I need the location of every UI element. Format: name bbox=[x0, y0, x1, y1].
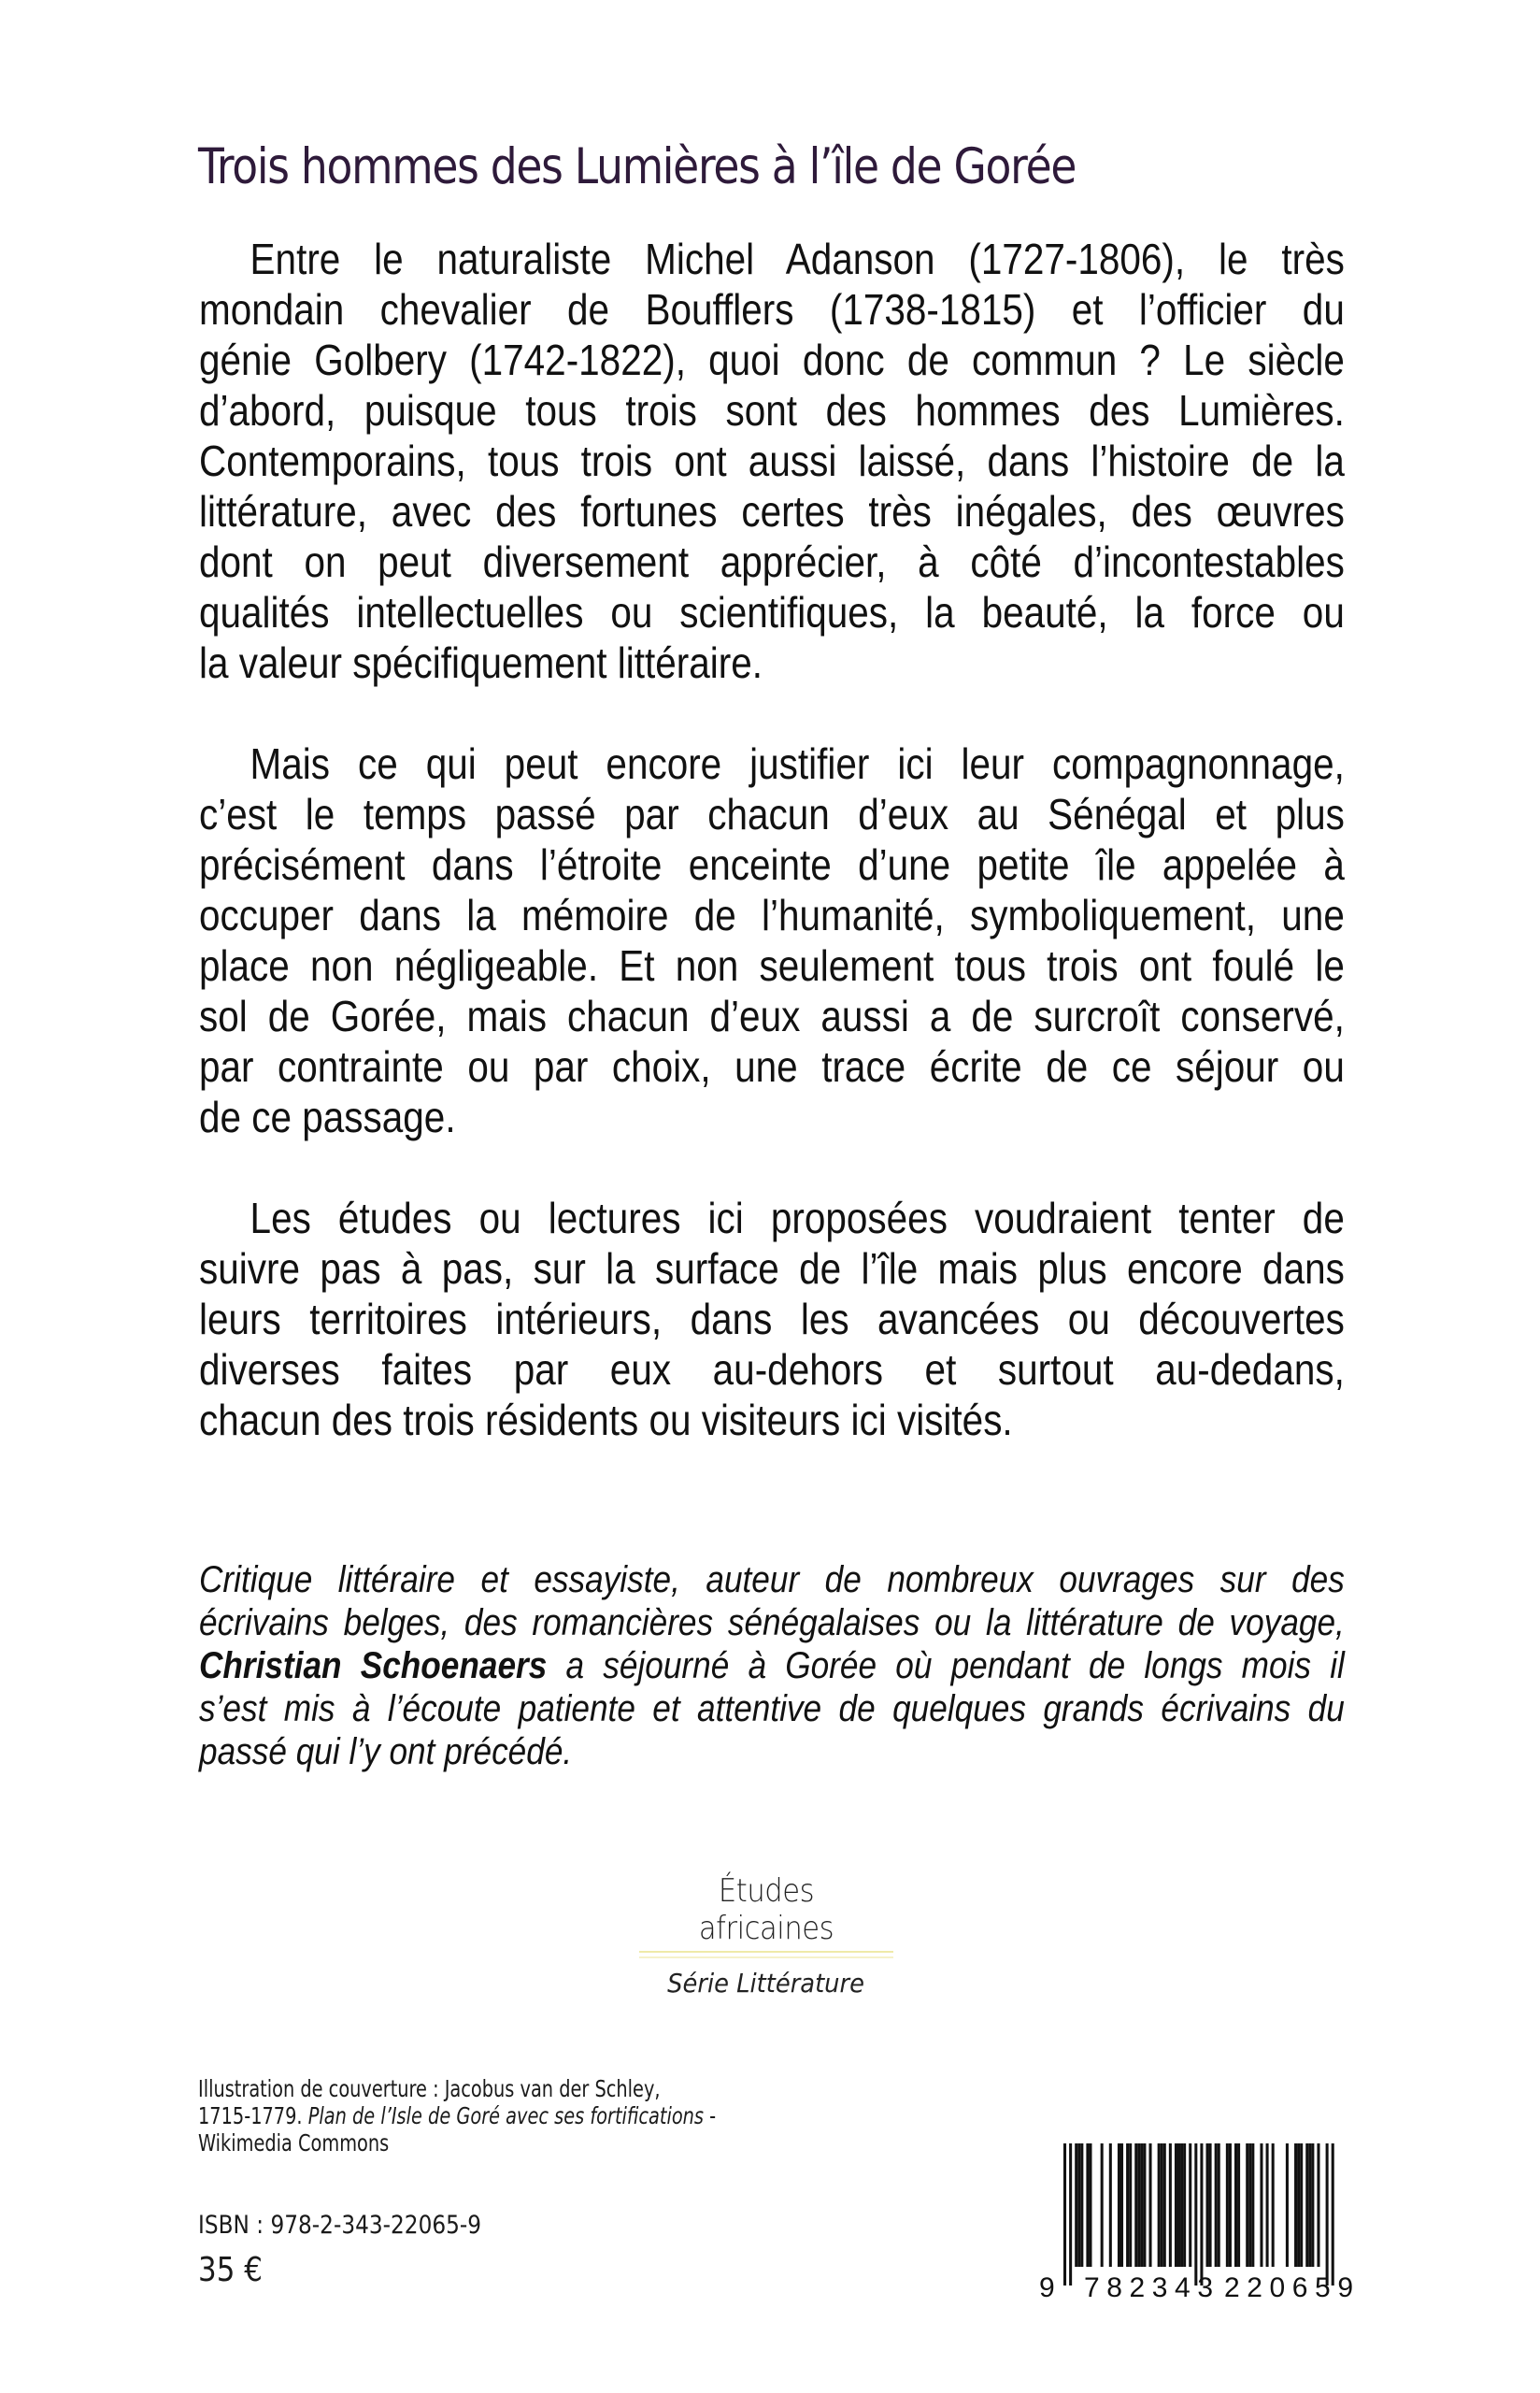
summary-line: leurs territoires intérieurs, dans les avancées ou découvertes bbox=[199, 1295, 1345, 1343]
summary-line: place non négligeable. Et non seulement tous trois ont foulé le bbox=[199, 941, 1345, 990]
credit-line: Illustration de couverture : Jacobus van der Schley, bbox=[198, 2075, 661, 2102]
barcode-bar bbox=[1294, 2143, 1297, 2267]
summary-line: qualités intellectuelles ou scientifiques, la beauté, la force ou bbox=[199, 588, 1345, 637]
barcode-bar bbox=[1218, 2143, 1220, 2267]
summary-paragraph-2 bbox=[199, 738, 1345, 1142]
book-title: Trois hommes des Lumières à l’île de Gorée bbox=[198, 137, 1077, 195]
barcode-bar bbox=[1163, 2143, 1166, 2267]
summary-line: génie Golbery (1742-1822), quoi donc de commun ? Le siècle bbox=[199, 336, 1345, 384]
barcode-graphic bbox=[1037, 2136, 1360, 2300]
credit-artwork-title: Plan de l’Isle de Goré avec ses fortifications bbox=[307, 2102, 705, 2129]
summary-line: la valeur spécifiquement littéraire. bbox=[199, 638, 763, 687]
barcode-bar bbox=[1237, 2143, 1240, 2267]
barcode-bar bbox=[1118, 2143, 1120, 2267]
summary-line: d’abord, puisque tous trois sont des hommes des Lumières. bbox=[199, 386, 1345, 435]
barcode-bar bbox=[1326, 2143, 1329, 2286]
summary-line: Entre le naturaliste Michel Adanson (1727-1806), le très bbox=[250, 235, 1345, 283]
summary-line: occuper dans la mémoire de l’humanité, symboliquement, une bbox=[199, 891, 1345, 939]
barcode-bar bbox=[1209, 2143, 1212, 2267]
barcode-bar bbox=[1297, 2143, 1300, 2267]
barcode-bar bbox=[1075, 2143, 1077, 2267]
summary-line: Les études ou lectures ici proposées voudraient tenter de bbox=[250, 1194, 1345, 1242]
barcode-bars bbox=[1063, 2143, 1334, 2286]
barcode-bar bbox=[1149, 2143, 1152, 2267]
barcode-bar bbox=[1143, 2143, 1146, 2267]
subseries-name: Série Littérature bbox=[667, 1968, 865, 1999]
barcode-bar bbox=[1101, 2143, 1104, 2267]
barcode-bar bbox=[1300, 2143, 1303, 2267]
author-bio bbox=[199, 1558, 1345, 1773]
barcode-bar bbox=[1248, 2143, 1251, 2267]
isbn: ISBN : 978-2-343-22065-9 bbox=[198, 2211, 482, 2240]
barcode-bar bbox=[1226, 2143, 1229, 2267]
summary-line: dont on peut diversement apprécier, à côté d’incontestables bbox=[199, 537, 1345, 586]
barcode-bar bbox=[1137, 2143, 1140, 2267]
barcode-bar bbox=[1183, 2143, 1186, 2267]
barcode-bar bbox=[1311, 2143, 1314, 2267]
summary-line: littérature, avec des fortunes certes très inégales, des œuvres bbox=[199, 487, 1345, 536]
summary-line: précisément dans l’étroite enceinte d’une petite île appelée à bbox=[199, 840, 1345, 889]
barcode-bar bbox=[1086, 2143, 1089, 2267]
barcode-bar bbox=[1158, 2143, 1161, 2267]
credit-dates: 1715-1779. bbox=[198, 2102, 308, 2129]
series-divider bbox=[639, 1951, 893, 1958]
summary-line: diverses faites par eux au-dehors et surtout au-dedans, bbox=[199, 1345, 1345, 1394]
credit-separator: - bbox=[704, 2102, 717, 2129]
barcode-bar bbox=[1229, 2143, 1232, 2267]
barcode-bar bbox=[1246, 2143, 1248, 2267]
summary-paragraph-1 bbox=[199, 234, 1345, 688]
summary-line: sol de Gorée, mais chacun d’eux aussi a de surcroît conservé, bbox=[199, 992, 1345, 1040]
summary-line: mondain chevalier de Boufflers (1738-1815) et l’officier du bbox=[199, 285, 1345, 334]
barcode-bar bbox=[1206, 2143, 1209, 2267]
author-bio-line: Critique littéraire et essayiste, auteur de nombreux ouvrages sur des bbox=[199, 1559, 1345, 1600]
barcode-bar bbox=[1063, 2143, 1066, 2286]
summary-paragraph-3 bbox=[199, 1193, 1345, 1445]
barcode-bar bbox=[1272, 2143, 1275, 2267]
barcode-bar bbox=[1317, 2143, 1319, 2267]
barcode-bar bbox=[1251, 2143, 1254, 2267]
barcode-bar bbox=[1189, 2143, 1191, 2267]
barcode-bar bbox=[1200, 2143, 1203, 2286]
series-name: Études africaines bbox=[698, 1872, 834, 1947]
barcode-bar bbox=[1308, 2143, 1311, 2267]
summary-line: c’est le temps passé par chacun d’eux au Sénégal et plus bbox=[199, 790, 1345, 838]
barcode-digits-right: 220659 bbox=[1224, 2272, 1353, 2300]
barcode-bar bbox=[1140, 2143, 1143, 2267]
barcode-bar bbox=[1089, 2143, 1091, 2267]
barcode-bar bbox=[1161, 2143, 1163, 2267]
author-bio-line: s’est mis à l’écoute patiente et attentive de quelques grands écrivains du bbox=[199, 1688, 1345, 1729]
barcode-bar bbox=[1234, 2143, 1237, 2267]
series-logo bbox=[635, 1872, 897, 1999]
price: 35 € bbox=[198, 2251, 263, 2289]
author-name: Christian Schoenaers bbox=[199, 1645, 548, 1686]
author-bio-line: passé qui l’y ont précédé. bbox=[199, 1731, 573, 1772]
barcode-bar bbox=[1180, 2143, 1183, 2267]
barcode-digit-first: 9 bbox=[1039, 2272, 1055, 2300]
barcode-bar bbox=[1266, 2143, 1269, 2267]
credit-line bbox=[198, 2102, 873, 2129]
barcode-bar bbox=[1194, 2143, 1197, 2286]
barcode-bar bbox=[1332, 2143, 1334, 2286]
summary-line: par contrainte ou par choix, une trace écrite de ce séjour ou bbox=[199, 1042, 1345, 1091]
barcode-digits-left: 782343 bbox=[1084, 2272, 1213, 2300]
summary-line: Contemporains, tous trois ont aussi laissé, dans l’histoire de la bbox=[199, 437, 1345, 485]
summary-line: suivre pas à pas, sur la surface de l’île mais plus encore dans bbox=[199, 1244, 1345, 1293]
barcode-bar bbox=[1305, 2143, 1308, 2267]
barcode-bar bbox=[1120, 2143, 1123, 2267]
author-bio-line: écrivains belges, des romancières sénégalaises ou la littérature de voyage, bbox=[199, 1602, 1345, 1643]
barcode-bar bbox=[1169, 2143, 1172, 2267]
barcode-bar bbox=[1126, 2143, 1129, 2267]
barcode-bar bbox=[1109, 2143, 1112, 2267]
barcode bbox=[1037, 2136, 1360, 2300]
barcode-bar bbox=[1177, 2143, 1180, 2267]
barcode-bar bbox=[1260, 2143, 1262, 2267]
barcode-bar bbox=[1069, 2143, 1072, 2286]
barcode-bar bbox=[1215, 2143, 1218, 2267]
barcode-bar bbox=[1175, 2143, 1177, 2267]
barcode-bar bbox=[1080, 2143, 1083, 2267]
summary-line: de ce passage. bbox=[199, 1093, 456, 1141]
barcode-bar bbox=[1134, 2143, 1137, 2267]
barcode-bar bbox=[1077, 2143, 1080, 2267]
summary-line: chacun des trois résidents ou visiteurs ici visités. bbox=[199, 1396, 1013, 1444]
barcode-bar bbox=[1129, 2143, 1132, 2267]
author-bio-line bbox=[199, 1644, 1345, 1687]
credit-line: Wikimedia Commons bbox=[198, 2129, 390, 2157]
cover-illustration-credit bbox=[198, 2075, 873, 2157]
author-bio-text: a séjourné à Gorée où pendant de longs mois il bbox=[547, 1645, 1345, 1686]
barcode-bar bbox=[1286, 2143, 1289, 2267]
summary-line: Mais ce qui peut encore justifier ici leur compagnonnage, bbox=[250, 739, 1345, 788]
